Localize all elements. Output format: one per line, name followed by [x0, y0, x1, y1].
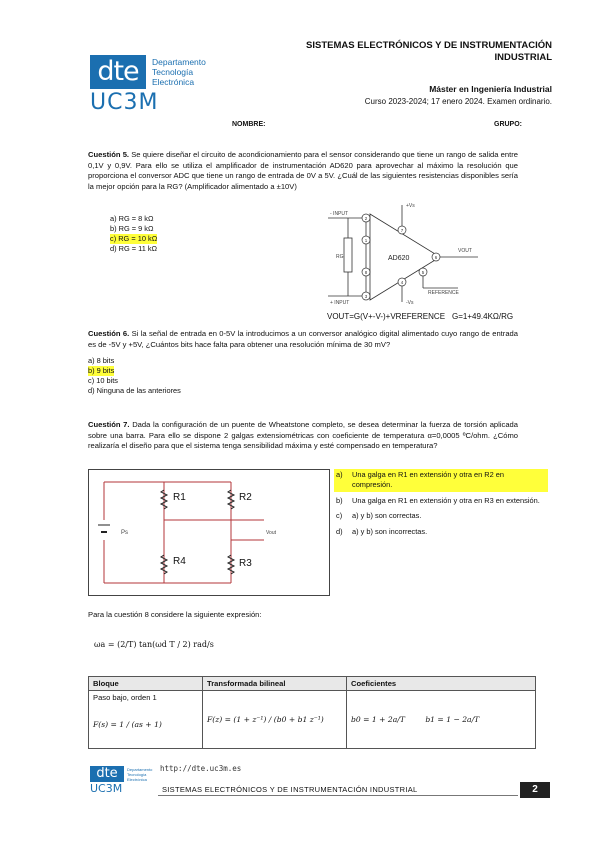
option-d: d) RG = 11 kΩ	[110, 244, 158, 253]
option-c: c) a) y b) son correctas.	[336, 511, 422, 521]
question-6-options	[88, 356, 181, 396]
footer-department: Departamento Tecnología Electrónica	[127, 767, 153, 782]
source-label: Ps	[121, 530, 129, 536]
header-block: Bloque	[89, 677, 203, 691]
r4-label: R4	[173, 556, 186, 567]
header-coefficients: Coeficientes	[347, 677, 536, 691]
question-7-options	[334, 469, 548, 538]
gain-formula: G=1+49.4KΩ/RG	[452, 312, 514, 321]
minus-input-label: - INPUT	[330, 211, 349, 217]
option-a: a) Una galga en R1 en extensión y otra en R2 en compresión.	[334, 469, 548, 492]
plus-input-label: + INPUT	[330, 300, 350, 306]
output-label: Vout	[266, 530, 277, 536]
option-c: c) RG = 10 kΩ	[110, 234, 158, 243]
footer-dte-logo: dte	[90, 766, 124, 782]
option-c: c) 10 bits	[88, 376, 118, 385]
option-a: a) 8 bits	[88, 356, 115, 365]
vout-label: VOUT	[458, 248, 472, 254]
question-5-options	[110, 214, 157, 254]
rg-label: RG	[336, 254, 344, 260]
footer-uc3m-logo: UC3M	[90, 782, 123, 795]
r2-label: R2	[239, 492, 252, 503]
pin-5-label: 5	[421, 270, 425, 275]
b0-expression: b0 = 1 + 2a/T	[351, 715, 405, 724]
question-7: Cuestión 7. Dada la configuración de un puente de Wheatstone completo, se desea determinar la fuerza de torsión aplicada sobre una barra. Para ello se dispone 2 galgas extensiométricas con coeficiente de temperatura α=0,0005 ºC/ohm. ¿Cómo realizaría el diseño para que el sistema tenga sensibilidad máxima y esté compensado en temperatura?	[88, 420, 518, 451]
vout-formula: VOUT=G(V+-V-)+VREFERENCE	[327, 312, 446, 321]
footer-divider	[158, 795, 518, 796]
wheatstone-bridge	[89, 470, 329, 595]
frequency-warping-expression: ωa = (2/T) tan(ωd T / 2) rad/s	[94, 640, 214, 649]
option-a: a) RG = 8 kΩ	[110, 214, 154, 223]
vs-minus-label: -Vs	[406, 300, 414, 306]
pin-8-label: 8	[364, 270, 368, 275]
b1-expression: b1 = 1 − 2a/T	[425, 715, 480, 724]
option-b: b) Una galga en R1 en extensión y otra en R3 en extensión.	[336, 495, 540, 505]
course-title: SISTEMAS ELECTRÓNICOS Y DE INSTRUMENTACIÓN INDUSTRIAL	[306, 40, 552, 63]
question-6: Cuestión 6. Si la señal de entrada en 0-5V la introducimos a un conversor analógico digital alimentado cuyo rango de entrada es de -5V y +5V, ¿Cuántos bits hace falta para obtener una resolución mínima de 30 mV?	[88, 329, 518, 349]
reference-label: REFERENCE	[428, 290, 459, 296]
bilinear-table	[88, 676, 536, 749]
chip-label: AD620	[388, 255, 410, 262]
group-label: GRUPO:	[494, 121, 522, 128]
pin-4-label: 4	[400, 280, 404, 285]
name-label: NOMBRE:	[232, 121, 266, 128]
option-b: b) 9 bits	[88, 366, 115, 375]
question-8-intro: Para la cuestión 8 considere la siguiente expresión:	[88, 610, 262, 619]
uc3m-logo: UC3M	[90, 90, 159, 115]
dte-logo: dte	[90, 55, 146, 89]
exam-info: Máster en Ingeniería Industrial Curso 2023-2024; 17 enero 2024. Examen ordinario.	[364, 84, 552, 106]
footer-course-title: SISTEMAS ELECTRÓNICOS Y DE INSTRUMENTACIÓN INDUSTRIAL	[162, 785, 418, 794]
ad620-diagram	[318, 200, 518, 306]
footer-url[interactable]: http://dte.uc3m.es	[160, 764, 242, 773]
pin-3-label: 3	[364, 294, 368, 299]
page-number: 2	[520, 782, 550, 798]
option-b: b) RG = 9 kΩ	[110, 224, 154, 233]
fz-expression: F(z) = (1 + z⁻¹) / (b0 + b1 z⁻¹)	[203, 691, 347, 749]
r3-label: R3	[239, 558, 252, 569]
fs-expression: F(s) = 1 / (as + 1)	[93, 720, 162, 729]
pin-7-label: 7	[400, 228, 404, 233]
question-5: Cuestión 5. Se quiere diseñar el circuito de acondicionamiento para el sensor considerando que tiene un rango de salida entre 0,1V y 0,9V. Para ello se utiliza el amplificador de instrumentación AD620 para aprovechar al máximo la resolución que proporciona el conversor ADC que tiene un rango de entrada de 0V a 5V. ¿Cuál de las siguientes resistencias disponibles sería la mejor opción para la RG? (Amplificador alimentado a ±10V)	[88, 150, 518, 191]
option-d: d) Ninguna de las anteriores	[88, 386, 181, 395]
pin-2-label: 2	[364, 216, 368, 221]
header-transform: Transformada bilineal	[203, 677, 347, 691]
pin-1-label: 1	[364, 238, 368, 243]
option-d: d) a) y b) son incorrectas.	[336, 526, 428, 536]
block-name: Paso bajo, orden 1	[93, 693, 157, 702]
pin-6-label: 6	[434, 255, 438, 260]
vs-plus-label: +Vs	[406, 203, 415, 209]
bridge-diagram-frame	[88, 469, 330, 596]
department-name: Departamento Tecnología Electrónica	[152, 57, 206, 87]
r1-label: R1	[173, 492, 186, 503]
